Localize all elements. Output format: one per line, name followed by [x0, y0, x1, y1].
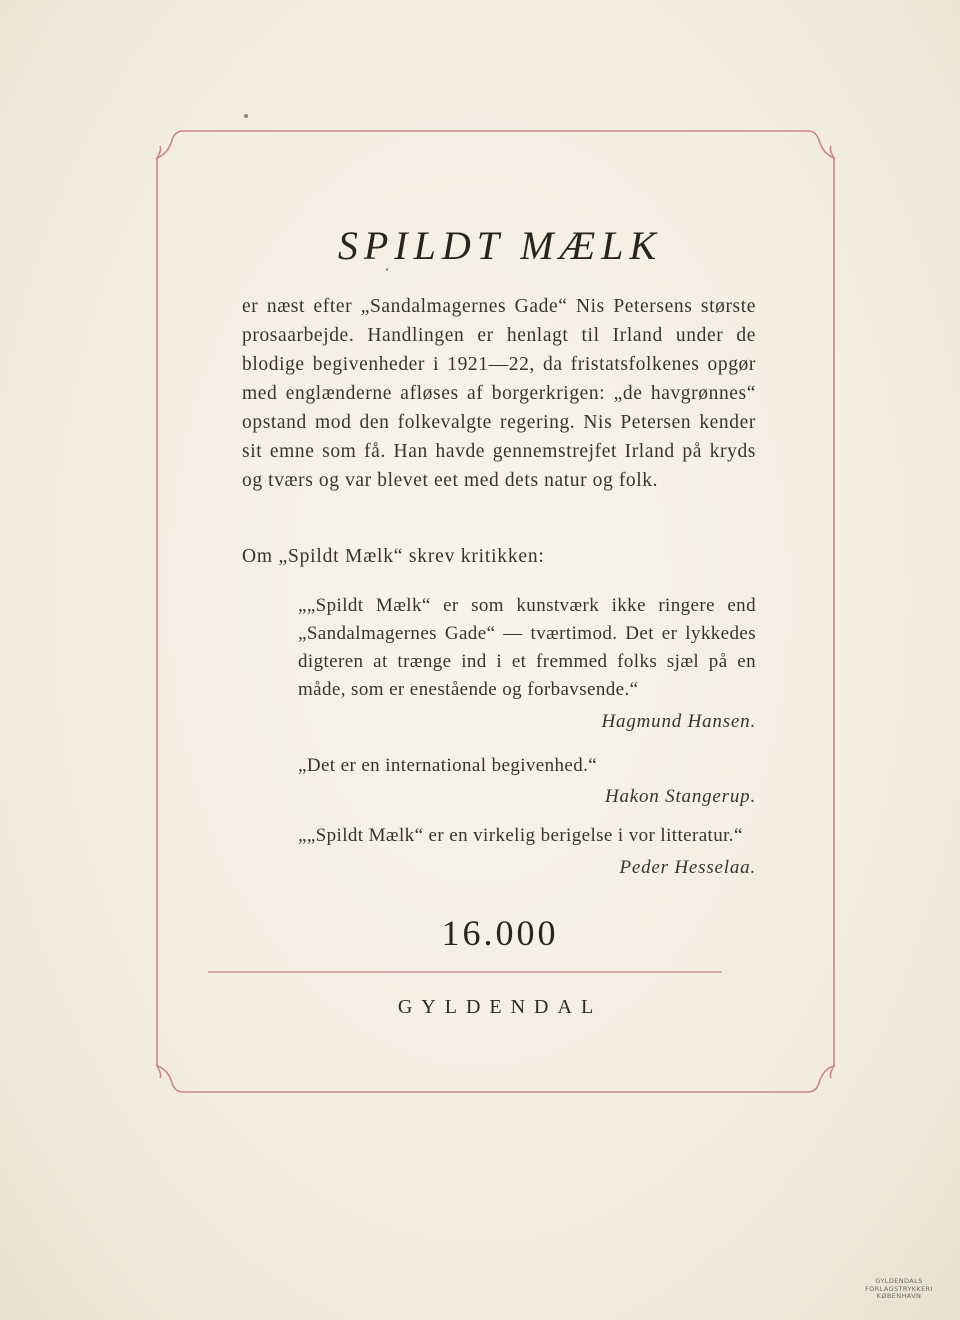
review-quote-1-text: „„Spildt Mælk“ er som kunstværk ikke ringere end „Sandalmagernes Gade“ — tværtimod. Det er lykkedes digteren at trænge ind i et fremmed folks sjæl på en måde, som er enestående og forbavsende.“ — [298, 595, 756, 700]
review-quote-2 — [298, 752, 756, 780]
book-title: SPILDT MÆLK — [337, 223, 663, 268]
imprint-line-3: KØBENHAVN — [876, 1292, 922, 1300]
review-quote-3-text: „„Spildt Mælk“ er en virkelig berigelse i vor litteratur.“ — [298, 825, 743, 846]
imprint-line-2: FORLAGSTRYKKERI — [865, 1284, 933, 1293]
review-quote-2-author: Hakon Stangerup. — [604, 786, 756, 807]
printer-imprint — [862, 1278, 936, 1301]
paper-speck — [386, 268, 388, 271]
paper-speck — [244, 114, 248, 118]
print-run-count: 16.000 — [441, 913, 559, 953]
corner-bottom-left — [157, 1066, 183, 1092]
imprint-line-1: GYLDENDALS — [875, 1277, 923, 1285]
review-quote-1-author: Hagmund Hansen. — [601, 711, 756, 732]
critics-intro: Om „Spildt Mælk“ skrev kritikken: — [242, 546, 545, 567]
review-quote-3 — [298, 822, 756, 882]
book-description: er næst efter „Sandalmagernes Gade“ Nis Petersens største prosaarbejde. Handlingen er henlagt til Irland under de blodige begivenheder i 1921—22, da fristatsfolkenes opgør med englænderne afløses af borgerkrigen: „de havgrønnes“ opstand mod den folkevalgte regering. Nis Petersen kender sit emne som få. Han havde gennemstrejfet Irland på kryds og tværs og var blevet eet med dets natur og folk. — [242, 296, 756, 491]
review-quote-3-author: Peder Hesselaa. — [619, 857, 756, 878]
corner-top-right — [808, 131, 834, 158]
publisher-name: GYLDENDAL — [397, 996, 603, 1018]
corner-top-left — [157, 131, 183, 158]
corner-bottom-right — [808, 1066, 834, 1092]
review-quote-1 — [298, 592, 756, 736]
review-quote-2-text: „Det er en international begivenhed.“ — [298, 755, 598, 776]
